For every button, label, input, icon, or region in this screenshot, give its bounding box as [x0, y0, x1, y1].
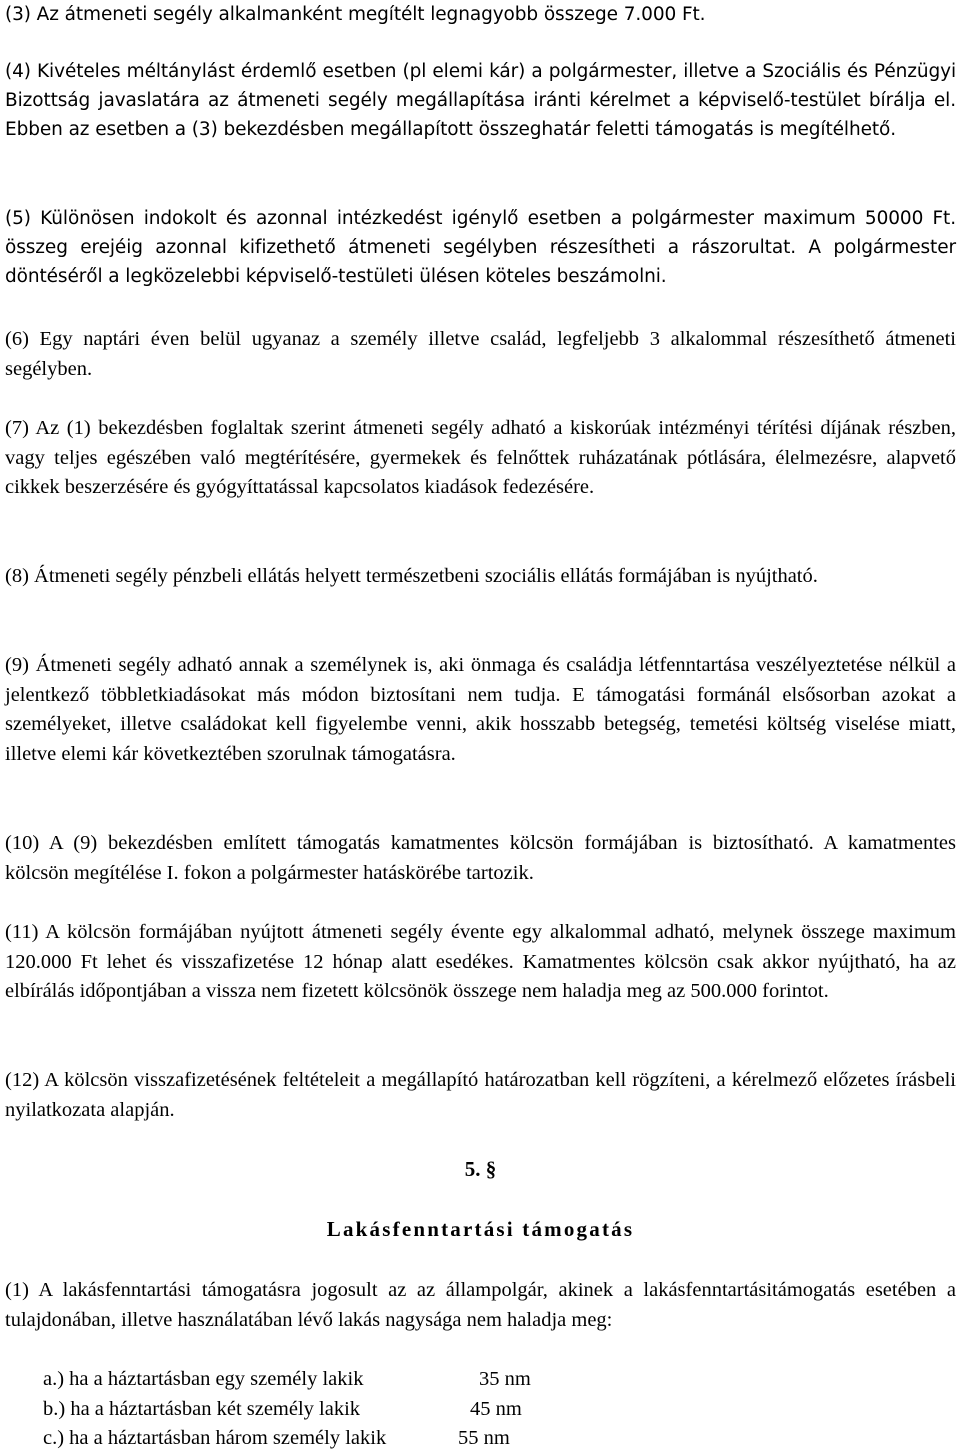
- section-title: Lakásfenntartási támogatás: [326, 1217, 635, 1241]
- paragraph-11: (11) A kölcsön formájában nyújtott átmeneti segély évente egy alkalommal adható, melynek összege maximum 120.000 Ft lehet és visszafizetése 12 hónap alatt esedékes. Kamatmentes kölcsön csak akkor nyújtható, ha az elbírálás időpontjában a vissza nem fizetett kölcsönök összege nem haladja meg az 500.000 forintot.: [5, 921, 956, 1002]
- list-item-value: 35 nm: [479, 1368, 531, 1390]
- section-number: 5. §: [464, 1157, 497, 1181]
- list-item-label: a.) ha a háztartásban egy személy lakik: [43, 1368, 364, 1390]
- paragraph-12: (12) A kölcsön visszafizetésének feltételeit a megállapító határozatban kell rögzíteni, a kérelmező előzetes írásbeli nyilatkozata alapján.: [5, 1069, 956, 1121]
- paragraph-6: (6) Egy naptári éven belül ugyanaz a személy illetve család, legfeljebb 3 alkalommal részesíthető átmeneti segélyben.: [5, 328, 956, 380]
- paragraph-4: (4) Kivételes méltánylást érdemlő esetben (pl elemi kár) a polgármester, illetve a Szociális és Pénzügyi Bizottság javaslatára az átmeneti segély megállapítása iránti kérelmet a képviselő-testület bírálja el. Ebben az esetben a (3) bekezdésben megállapított összeghatár feletti támogatás is megítélhető.: [5, 61, 956, 140]
- paragraph-10: (10) A (9) bekezdésben említett támogatás kamatmentes kölcsön formájában is biztosítható. A kamatmentes kölcsön megítélése I. fokon a polgármester hatáskörébe tartozik.: [5, 832, 956, 884]
- area-limit-list: [43, 1365, 643, 1454]
- paragraph-9: (9) Átmeneti segély adható annak a személynek is, aki önmaga és családja létfenntartása veszélyeztetése nélkül a jelentkező többletkiadásokat más módon biztosítani nem tudja. E támogatási formánál elsősorban azokat a személyeket, illetve családokat kell figyelembe venni, akik hosszabb betegség, temetési költség viselése miatt, illetve elemi kár következtében szorulnak támogatásra.: [5, 654, 956, 765]
- list-item: [43, 1365, 643, 1395]
- paragraph-3: (3) Az átmeneti segély alkalmanként megítélt legnagyobb összege 7.000 Ft.: [5, 4, 706, 25]
- paragraph-5: (5) Különösen indokolt és azonnal intézkedést igénylő esetben a polgármester maximum 50000 Ft. összeg erejéig azonnal kifizethető átmeneti segélyben részesítheti a rászorultat. A polgármester döntéséről a legközelebbi képviselő-testületi ülésen köteles beszámolni.: [5, 208, 956, 287]
- list-item-label: c.) ha a háztartásban három személy lakik: [43, 1427, 387, 1449]
- list-item-label: b.) ha a háztartásban két személy lakik: [43, 1397, 361, 1420]
- section-paragraph-1: (1) A lakásfenntartási támogatásra jogosult az az állampolgár, akinek a lakásfenntartásitámogatás esetében a tulajdonában, illetve használatában lévő lakás nagysága nem haladja meg:: [5, 1279, 956, 1331]
- list-item-value: 55 nm: [458, 1427, 510, 1449]
- list-item: [43, 1424, 643, 1454]
- list-item-value: 45 nm: [470, 1397, 522, 1420]
- paragraph-8: (8) Átmeneti segély pénzbeli ellátás helyett természetbeni szociális ellátás formájában is nyújtható.: [5, 565, 818, 587]
- paragraph-7: (7) Az (1) bekezdésben foglaltak szerint átmeneti segély adható a kiskorúak intézményi térítési díjának részben, vagy teljes egészében való megtérítésére, gyermekek és felnőttek ruházatának pótlására, élelmezésre, alapvető cikkek beszerzésére és gyógyíttatással kapcsolatos kiadások fedezésére.: [5, 417, 956, 498]
- list-item: [43, 1395, 643, 1425]
